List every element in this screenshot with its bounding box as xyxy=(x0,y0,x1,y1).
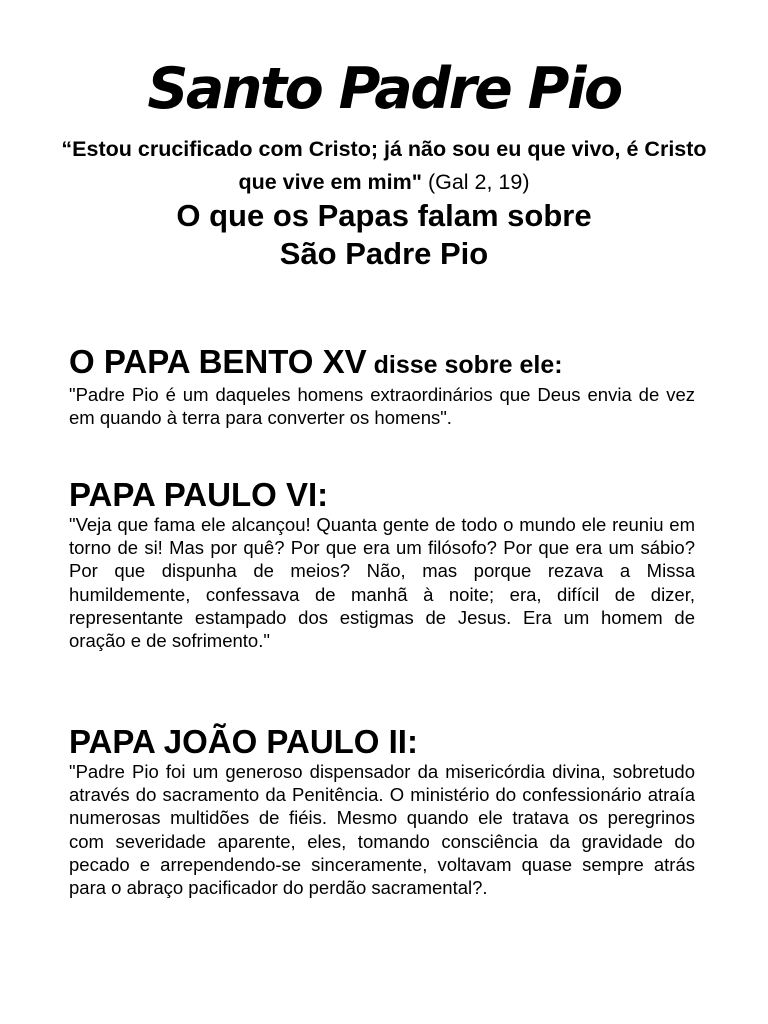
section-heading-suffix: disse sobre ele: xyxy=(366,351,563,379)
epigraph xyxy=(60,133,708,199)
section-body: "Veja que fama ele alcançou! Quanta gente de todo o mundo ele reuniu em torno de si! Mas por quê? Por que era um filósofo? Por que era um sábio? Por que dispunha de meios? Não, mas porque rezava a Missa humildemente, confessava de manhã à noite; era, difícil de dizer, representante estampado dos estigmas de Jesus. Era um homem de oração e de sofrimento." xyxy=(69,514,695,652)
section-body: "Padre Pio é um daqueles homens extraordinários que Deus envia de vez em quando à terra para converter os homens". xyxy=(69,384,695,429)
section-joao-paulo-ii xyxy=(69,724,695,899)
section-heading-main: O PAPA BENTO XV xyxy=(69,343,367,380)
epigraph-quote: “Estou crucificado com Cristo; já não sou eu que vivo, é Cristo que vive em mim" xyxy=(61,137,707,194)
section-paulo-vi xyxy=(69,477,695,652)
section-bento-xv xyxy=(69,344,695,429)
section-body: "Padre Pio foi um generoso dispensador da misericórdia divina, sobretudo através do sacramento da Penitência. O ministério do confessionário atraía numerosas multidões de fiéis. Mesmo quando ele tratava os peregrinos com severidade aparente, eles, tomando consciência da gravidade do pecado e arrependendo-se sinceramente, voltavam quase sempre atrás para o abraço pacificador do perdão sacramental?. xyxy=(69,761,695,899)
subtitle-line-1: O que os Papas falam sobre xyxy=(176,198,592,233)
section-heading xyxy=(69,344,695,383)
subtitle-line-2: São Padre Pio xyxy=(279,236,489,271)
page-title: Santo Padre Pio xyxy=(147,56,621,122)
epigraph-reference: (Gal 2, 19) xyxy=(427,170,530,194)
section-heading: PAPA JOÃO PAULO II: xyxy=(69,723,418,760)
section-heading: PAPA PAULO VI: xyxy=(69,476,329,513)
subtitle xyxy=(0,197,768,273)
